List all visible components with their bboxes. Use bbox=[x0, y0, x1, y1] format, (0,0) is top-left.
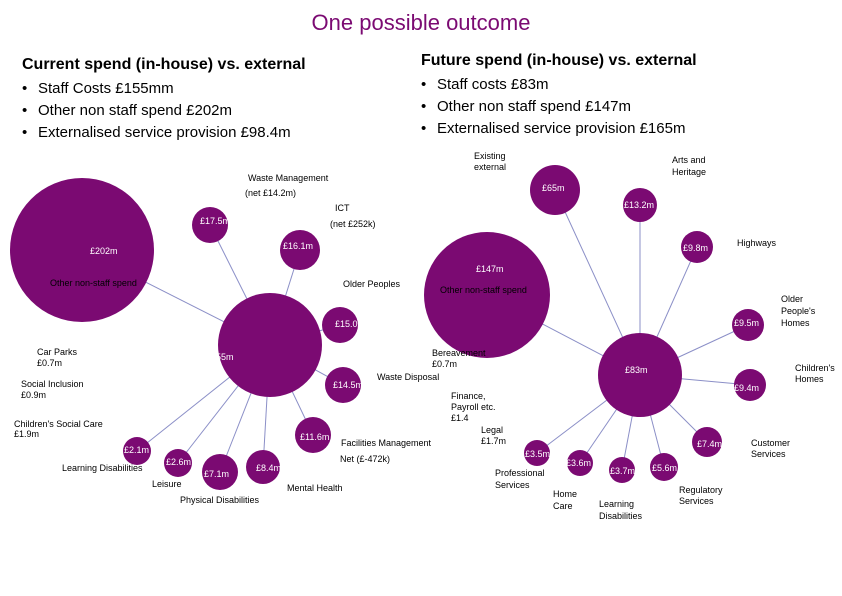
facilities-label: Facilities Management bbox=[341, 438, 432, 448]
childrens-homes-label: Children's bbox=[795, 363, 835, 373]
current-heading: Current spend (in-house) vs. external bbox=[22, 56, 306, 73]
value-label: £65m bbox=[542, 183, 565, 193]
social-inclusion-label: Social Inclusion bbox=[21, 379, 84, 389]
waste-management-label: Waste Management bbox=[248, 173, 329, 183]
facilities-net: Net (£-472k) bbox=[340, 454, 391, 464]
childrens-social-care-label: Children's Social Care bbox=[14, 419, 103, 429]
professional-services-label: Professional bbox=[495, 468, 545, 478]
value-label: £9.5m bbox=[734, 318, 760, 328]
social-inclusion-value: £0.9m bbox=[21, 390, 47, 400]
leisure-label: Leisure bbox=[152, 479, 182, 489]
waste-management-net: (net £14.2m) bbox=[245, 188, 297, 198]
value-label: £155m bbox=[206, 352, 234, 362]
mental-health-label: Mental Health bbox=[287, 483, 343, 493]
bubble-staff bbox=[598, 333, 682, 417]
value-label: £13.2m bbox=[624, 200, 655, 210]
highways-label: Highways bbox=[737, 238, 777, 248]
arts-heritage-label: Heritage bbox=[672, 167, 707, 177]
value-label: £8.4m bbox=[256, 463, 282, 473]
arts-heritage-label: Arts and bbox=[672, 155, 706, 165]
car-parks-label: Car Parks bbox=[37, 347, 78, 357]
home-care-label: Care bbox=[553, 501, 573, 511]
value-label: £7.1m bbox=[204, 469, 230, 479]
left-bubbles bbox=[10, 178, 364, 490]
bereavement-label: Bereavement bbox=[432, 348, 486, 358]
value-label: £2.6m bbox=[166, 457, 192, 467]
future-bullet: • Externalised service provision £165m bbox=[421, 118, 685, 140]
value-label: £16.1m bbox=[283, 241, 314, 251]
value-label: £14.5m bbox=[333, 380, 364, 390]
value-label: £3.7m bbox=[610, 466, 636, 476]
ict-net: (net £252k) bbox=[330, 219, 376, 229]
older-peoples-homes-label: People's bbox=[781, 306, 816, 316]
value-label: £3.6m bbox=[566, 458, 592, 468]
customer-services-label: Customer bbox=[751, 438, 791, 448]
value-label: £9.8m bbox=[683, 243, 709, 253]
childrens-social-care-value: £1.9m bbox=[14, 429, 40, 439]
car-parks-value: £0.7m bbox=[37, 358, 63, 368]
value-label: £5.6m bbox=[652, 463, 678, 473]
older-peoples-label: Older Peoples bbox=[343, 279, 401, 289]
value-label: £9.4m bbox=[734, 383, 760, 393]
value-label: £3.5m bbox=[525, 449, 551, 459]
other-non-staff-label: Other non-staff spend bbox=[50, 278, 137, 288]
value-label: £11.6m bbox=[300, 432, 330, 442]
legal-value: £1.7m bbox=[481, 436, 507, 446]
home-care-label: Home bbox=[553, 489, 578, 499]
value-label: £7.4m bbox=[697, 439, 723, 449]
future-heading: Future spend (in-house) vs. external bbox=[421, 52, 697, 69]
finance-label: Payroll etc. bbox=[451, 402, 496, 412]
older-peoples-homes-label: Homes bbox=[781, 318, 810, 328]
current-bullet: • Externalised service provision £98.4m bbox=[22, 122, 291, 144]
older-peoples-homes-label: Older bbox=[781, 294, 804, 304]
future-bullet: • Other non staff spend £147m bbox=[421, 96, 685, 118]
physical-disabilities-label: Physical Disabilities bbox=[180, 495, 260, 505]
learning-disabilities-label: Learning bbox=[599, 499, 635, 509]
value-label: £202m bbox=[90, 246, 118, 256]
bubble-staff bbox=[218, 293, 322, 397]
bereavement-value: £0.7m bbox=[432, 359, 458, 369]
value-label: £17.5m bbox=[200, 216, 231, 226]
waste-disposal-label: Waste Disposal bbox=[377, 372, 440, 382]
legal-label: Legal bbox=[481, 425, 504, 435]
customer-services-label: Services bbox=[751, 449, 786, 459]
value-label: £147m bbox=[476, 264, 504, 274]
bubble-other-non-staff bbox=[424, 232, 550, 358]
regulatory-services-label: Regulatory bbox=[679, 485, 723, 495]
future-bullet: • Staff costs £83m bbox=[421, 74, 685, 96]
value-label: £2.1m bbox=[124, 445, 150, 455]
childrens-homes-label: Homes bbox=[795, 374, 824, 384]
professional-services-label: Services bbox=[495, 480, 530, 490]
current-bullet: • Staff Costs £155mm bbox=[22, 78, 291, 100]
value-label: £15.0m bbox=[335, 319, 366, 329]
current-bullet: • Other non staff spend £202m bbox=[22, 100, 291, 122]
learning-disabilities-label: Learning Disabilities bbox=[62, 463, 143, 473]
bubble-other-non-staff bbox=[10, 178, 154, 322]
existing-external-label: Existing bbox=[474, 151, 506, 161]
right-bubbles bbox=[424, 165, 766, 483]
finance-value: £1.4 bbox=[451, 413, 469, 423]
finance-label: Finance, bbox=[451, 391, 486, 401]
value-label: £83m bbox=[625, 365, 648, 375]
other-non-staff-label: Other non-staff spend bbox=[440, 285, 527, 295]
existing-external-label: external bbox=[474, 162, 507, 172]
page-title: One possible outcome bbox=[311, 10, 531, 35]
regulatory-services-label: Services bbox=[679, 496, 714, 506]
learning-disabilities-label: Disabilities bbox=[599, 511, 643, 521]
ict-label: ICT bbox=[335, 203, 350, 213]
